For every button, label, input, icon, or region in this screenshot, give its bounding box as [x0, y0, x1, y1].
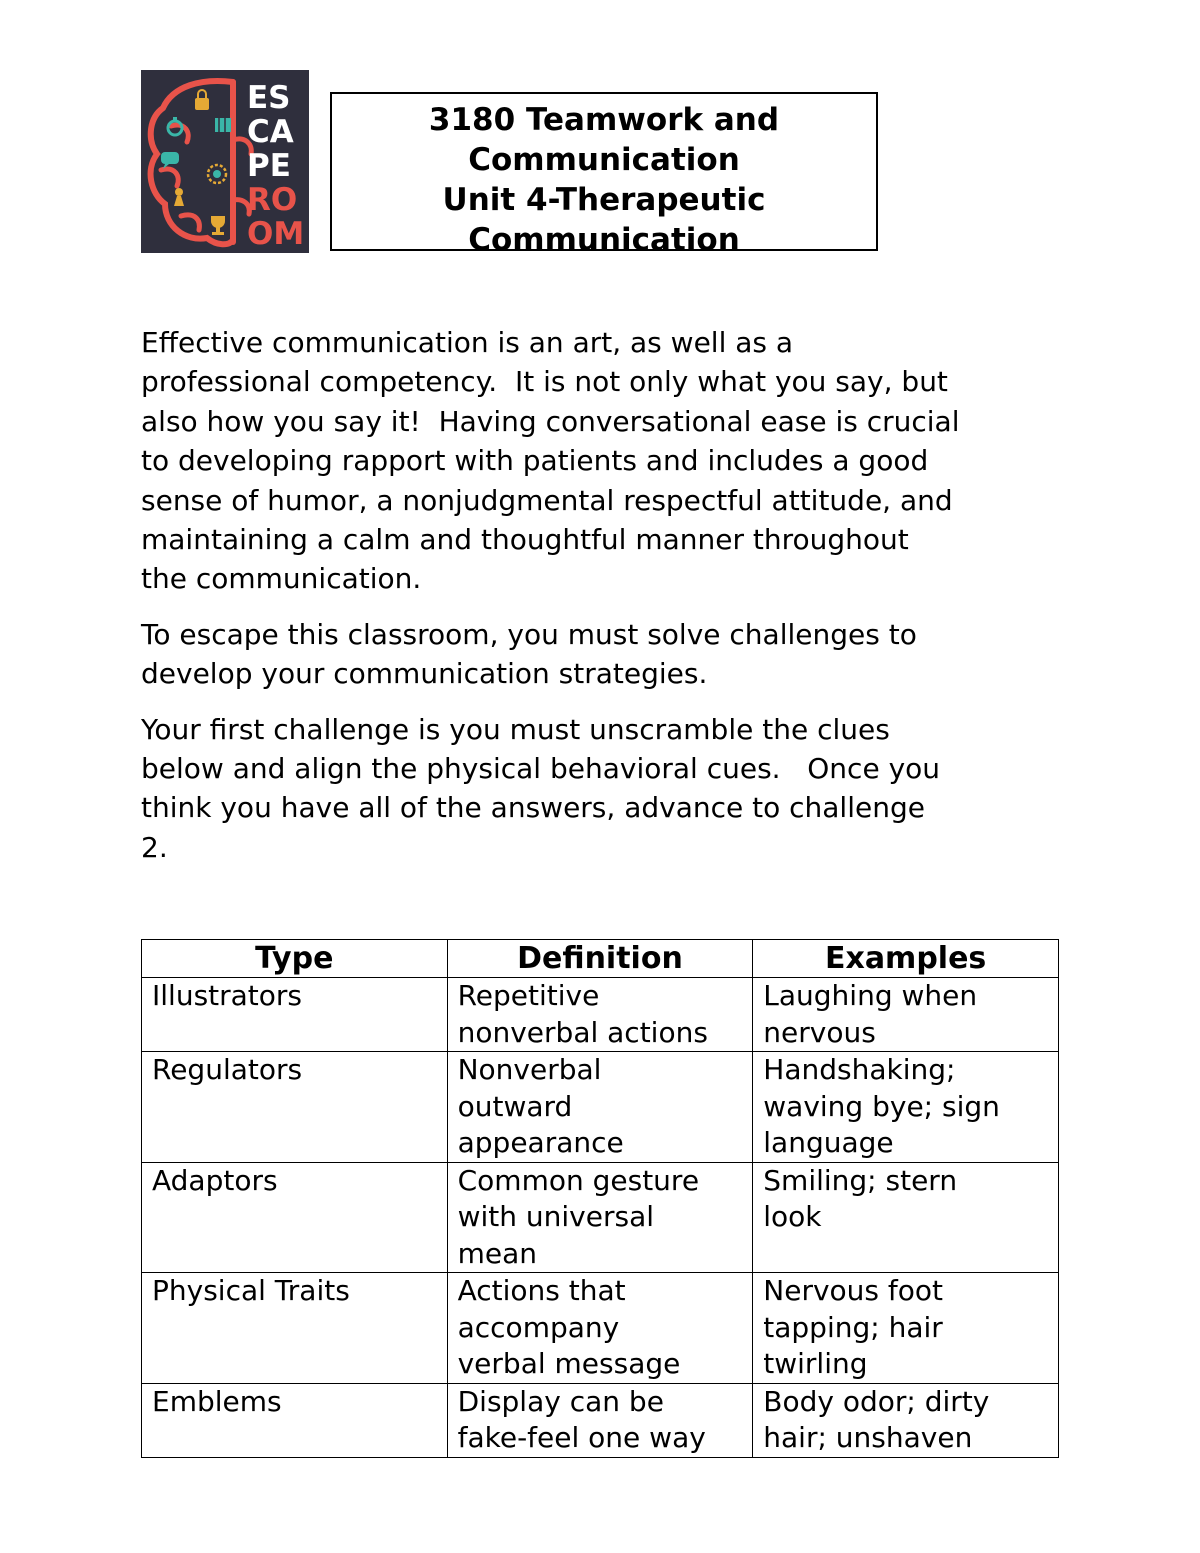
header-type: Type	[142, 940, 448, 978]
type-cell: Emblems	[142, 1383, 448, 1457]
speech-bubble-icon	[161, 152, 179, 169]
logo-text-line-5: OM	[247, 216, 305, 252]
escape-room-logo	[141, 70, 309, 253]
intro-paragraph: Effective communication is an art, as well as a professional competency. It is not only what you say, but also how you say it! Having conversational ease is crucial to developing rapport with patients and includes a good sense of humor, a nonjudgmental respectful attitude, and maintaining a calm and thoughtful manner throughout the communication.	[141, 326, 960, 596]
examples-cell: Body odor; dirty hair; unshaven	[753, 1383, 1059, 1457]
table-row	[142, 1052, 1059, 1163]
logo-text-line-2: CA	[247, 114, 294, 150]
definition-cell: Repetitive nonverbal actions	[447, 978, 753, 1052]
lock-icon	[195, 90, 209, 110]
examples-cell: Smiling; stern look	[753, 1162, 1059, 1273]
map-icon	[215, 118, 231, 132]
title-line-4: Communication	[468, 222, 740, 251]
table-row	[142, 1383, 1059, 1457]
body-text	[141, 323, 1071, 883]
type-cell: Adaptors	[142, 1162, 448, 1273]
definition-cell: Display can be fake-feel one way	[447, 1383, 753, 1457]
table-row	[142, 1273, 1059, 1384]
definition-cell: Nonverbal outward appearance	[447, 1052, 753, 1163]
definition-cell: Actions that accompany verbal message	[447, 1273, 753, 1384]
escape-paragraph: To escape this classroom, you must solve challenges to develop your communication strategies.	[141, 617, 917, 691]
type-cell: Regulators	[142, 1052, 448, 1163]
examples-cell: Nervous foot tapping; hair twirling	[753, 1273, 1059, 1384]
challenge-paragraph: Your first challenge is you must unscramble the clues below and align the physical behavioral cues. Once you think you have all of the answers, advance to challenge 2.	[141, 712, 941, 864]
chess-pawn-icon	[174, 188, 184, 206]
examples-cell: Handshaking; waving bye; sign language	[753, 1052, 1059, 1163]
table-row	[142, 1162, 1059, 1273]
title-line-3: Unit 4-Therapeutic	[442, 182, 766, 218]
title-line-2: Communication	[468, 142, 740, 178]
table-row	[142, 978, 1059, 1052]
behavioral-cues-table	[141, 939, 1059, 1458]
title-line-1: 3180 Teamwork and	[428, 102, 780, 138]
logo-text-line-1: ES	[247, 80, 291, 116]
table-header-row	[142, 940, 1059, 978]
definition-cell: Common gesture with universal mean	[447, 1162, 753, 1273]
header-definition: Definition	[447, 940, 753, 978]
course-title-box	[330, 92, 878, 251]
logo-text-line-3: PE	[247, 148, 291, 184]
logo-text-line-4: RO	[247, 182, 298, 218]
type-cell: Physical Traits	[142, 1273, 448, 1384]
trophy-icon	[211, 216, 225, 235]
examples-cell: Laughing when nervous	[753, 978, 1059, 1052]
header-examples: Examples	[753, 940, 1059, 978]
type-cell: Illustrators	[142, 978, 448, 1052]
brain-logo-graphic	[141, 70, 309, 253]
eye-icon	[208, 165, 226, 183]
